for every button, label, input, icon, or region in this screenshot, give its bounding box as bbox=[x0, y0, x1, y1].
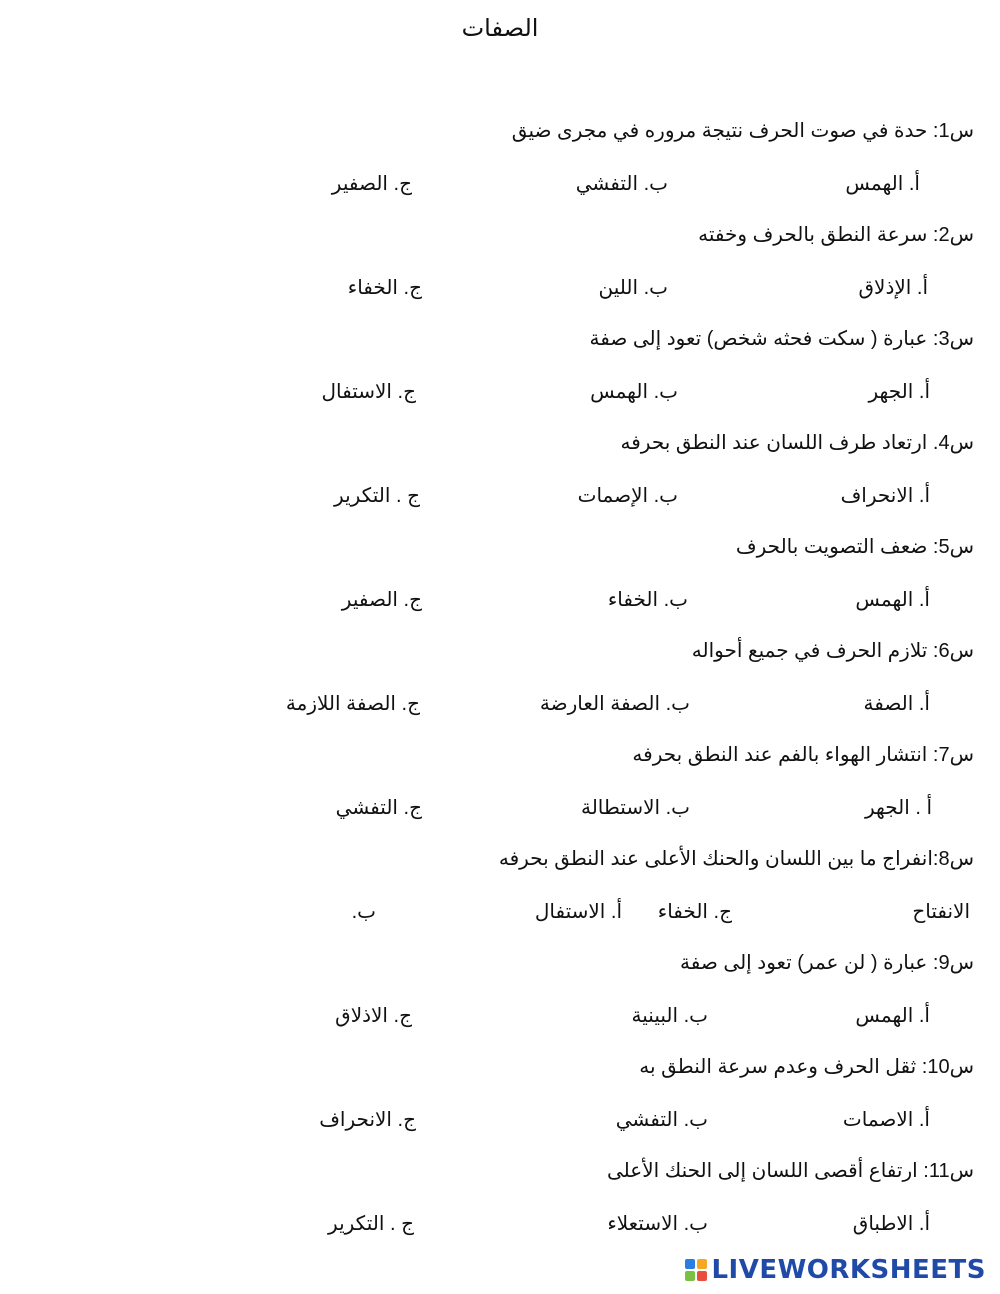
q2-option-a[interactable]: أ. الإذلاق bbox=[858, 277, 928, 299]
q4-option-b[interactable]: ب. الإصمات bbox=[577, 485, 678, 507]
q7-option-b[interactable]: ب. الاستطالة bbox=[580, 797, 690, 819]
question-4: س4. ارتعاد طرف اللسان عند النطق بحرفه bbox=[620, 432, 974, 454]
question-1: س1: حدة في صوت الحرف نتيجة مروره في مجرى ضيق bbox=[511, 120, 974, 142]
q5-option-c[interactable]: ج. الصفير bbox=[341, 589, 422, 611]
question-10: س10: ثقل الحرف وعدم سرعة النطق به bbox=[639, 1056, 974, 1078]
q4-option-c[interactable]: ج . التكرير bbox=[334, 485, 420, 507]
q3-option-c[interactable]: ج. الاستفال bbox=[321, 381, 416, 403]
q11-option-a[interactable]: أ. الاطباق bbox=[852, 1213, 930, 1235]
q8-option-4[interactable]: ب. bbox=[351, 901, 376, 923]
q10-option-b[interactable]: ب. التفشي bbox=[615, 1109, 708, 1131]
q3-option-a[interactable]: أ. الجهر bbox=[868, 381, 930, 403]
question-11: س11: ارتفاع أقصى اللسان إلى الحنك الأعلى bbox=[607, 1160, 974, 1182]
q2-option-c[interactable]: ج. الخفاء bbox=[347, 277, 422, 299]
q4-option-a[interactable]: أ. الانحراف bbox=[840, 485, 930, 507]
question-7: س7: انتشار الهواء بالفم عند النطق بحرفه bbox=[632, 744, 974, 766]
question-6: س6: تلازم الحرف في جميع أحواله bbox=[691, 640, 974, 662]
q10-option-c[interactable]: ج. الانحراف bbox=[319, 1109, 416, 1131]
q1-option-c[interactable]: ج. الصفير bbox=[331, 173, 412, 195]
q1-option-a[interactable]: أ. الهمس bbox=[845, 173, 920, 195]
q5-option-b[interactable]: ب. الخفاء bbox=[607, 589, 688, 611]
q9-option-c[interactable]: ج. الاذلاق bbox=[335, 1005, 412, 1027]
q11-option-b[interactable]: ب. الاستعلاء bbox=[607, 1213, 708, 1235]
logo-square-2 bbox=[697, 1259, 707, 1269]
page-title: الصفات bbox=[461, 15, 539, 42]
liveworksheets-logo[interactable] bbox=[685, 1254, 986, 1286]
q7-option-a[interactable]: أ . الجهر bbox=[864, 797, 932, 819]
question-2: س2: سرعة النطق بالحرف وخفته bbox=[698, 224, 974, 246]
q11-option-c[interactable]: ج . التكرير bbox=[328, 1213, 414, 1235]
q7-option-c[interactable]: ج. التفشي bbox=[335, 797, 422, 819]
q6-option-c[interactable]: ج. الصفة اللازمة bbox=[285, 693, 420, 715]
question-5: س5: ضعف التصويت بالحرف bbox=[735, 536, 974, 558]
q6-option-a[interactable]: أ. الصفة bbox=[863, 693, 930, 715]
logo-square-1 bbox=[685, 1259, 695, 1269]
q10-option-a[interactable]: أ. الاصمات bbox=[842, 1109, 930, 1131]
q1-option-b[interactable]: ب. التفشي bbox=[575, 173, 668, 195]
q8-option-3[interactable]: أ. الاستفال bbox=[534, 901, 622, 923]
q8-option-1[interactable]: الانفتاح bbox=[912, 901, 970, 923]
logo-text: LIVEWORKSHEETS bbox=[711, 1255, 986, 1285]
question-3: س3: عبارة ( سكت فحثه شخص) تعود إلى صفة bbox=[589, 328, 974, 350]
q3-option-b[interactable]: ب. الهمس bbox=[590, 381, 678, 403]
q9-option-b[interactable]: ب. البينية bbox=[631, 1005, 708, 1027]
q6-option-b[interactable]: ب. الصفة العارضة bbox=[539, 693, 690, 715]
question-8: س8:انفراج ما بين اللسان والحنك الأعلى عند النطق بحرفه bbox=[498, 848, 974, 870]
liveworksheets-logo-icon bbox=[685, 1259, 707, 1281]
logo-square-3 bbox=[685, 1271, 695, 1281]
q5-option-a[interactable]: أ. الهمس bbox=[855, 589, 930, 611]
q8-option-2[interactable]: ج. الخفاء bbox=[657, 901, 732, 923]
q2-option-b[interactable]: ب. اللين bbox=[598, 277, 668, 299]
logo-square-4 bbox=[697, 1271, 707, 1281]
question-9: س9: عبارة ( لن عمر) تعود إلى صفة bbox=[680, 952, 974, 974]
q9-option-a[interactable]: أ. الهمس bbox=[855, 1005, 930, 1027]
